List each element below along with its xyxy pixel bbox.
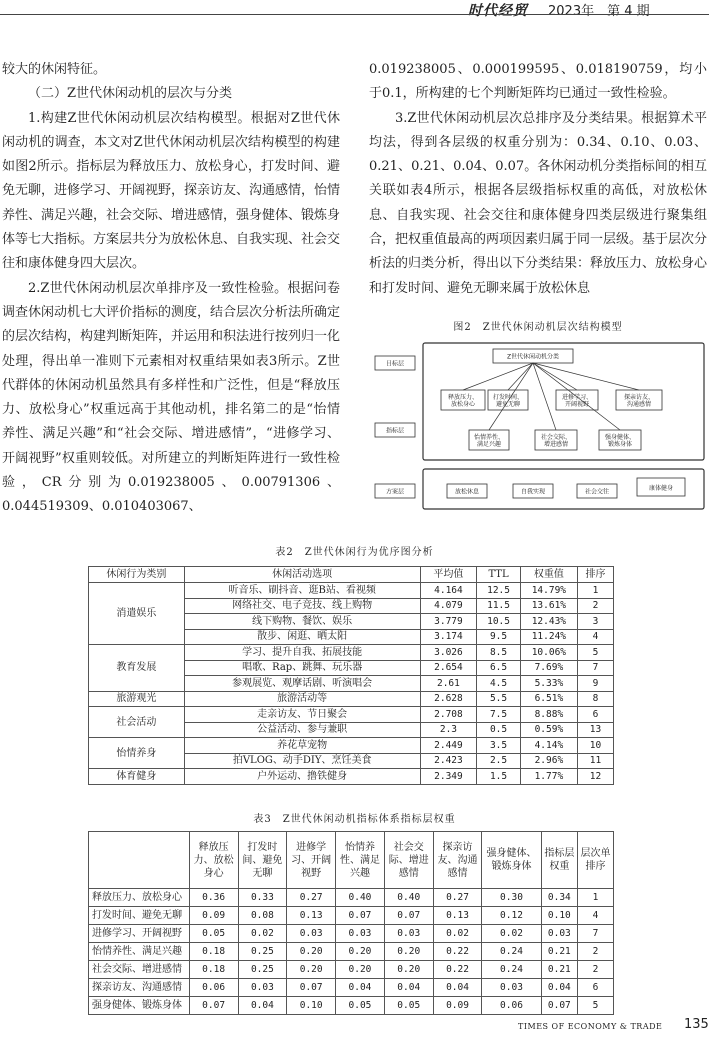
- col-header: 平均值: [420, 567, 477, 583]
- value-cell: 0.03: [287, 925, 336, 943]
- option-2: 自我实现: [520, 488, 546, 496]
- value-cell: 7: [577, 660, 613, 676]
- value-cell: 7.5: [477, 707, 520, 723]
- value-cell: 5: [578, 997, 614, 1015]
- row-label-cell: 打发时间、避免无聊: [89, 907, 190, 925]
- value-cell: 11.5: [477, 598, 520, 614]
- indicator-7-a: 强身健体、: [604, 434, 636, 441]
- category-cell: 教育发展: [89, 645, 185, 692]
- value-cell: 0.04: [433, 979, 482, 997]
- value-cell: 0.07: [336, 907, 385, 925]
- value-cell: 0.59%: [520, 722, 577, 738]
- activity-cell: 旅游活动等: [184, 691, 420, 707]
- value-cell: 13: [577, 722, 613, 738]
- indicator-6-b: 增进感情: [543, 441, 569, 448]
- paragraph: 3.Z世代休闲动机层次总排序及分类结果。根据算术平均法，得到各层级的权重分别为：0.34、0.10、0.03、0.21、0.21、0.04、0.07。各休闲动机分类指标间的相互关联如表4所示，根据各层级指标权重的高低，对放松休息、自我实现、社会交往和康体健身四类层级进行聚集组合，把权重值最高的两项因素归属于同一层级。基于层次分析法的归类分析，得出以下分类结果：释放压力、放松身心和打发时间、避免无聊来属于放松休息: [369, 110, 708, 296]
- section-heading: （二）Z世代休闲动机的层次与分类: [28, 86, 233, 102]
- value-cell: 4: [577, 629, 613, 645]
- col-header: 打发时间、避免无聊: [238, 832, 287, 889]
- value-cell: 0.03: [482, 979, 541, 997]
- value-cell: 2.61: [420, 676, 477, 692]
- value-cell: 0.20: [287, 961, 336, 979]
- row-label-cell: 释放压力、放松身心: [89, 889, 190, 907]
- value-cell: 0.08: [238, 907, 287, 925]
- value-cell: 0.10: [287, 997, 336, 1015]
- activity-cell: 养花草宠物: [184, 738, 420, 754]
- table-row: [89, 889, 614, 907]
- value-cell: 12: [577, 769, 613, 785]
- value-cell: 0.21: [541, 961, 578, 979]
- value-cell: 10.06%: [520, 645, 577, 661]
- value-cell: 0.34: [541, 889, 578, 907]
- value-cell: 4.14%: [520, 738, 577, 754]
- col-header: 社会交际、增进感情: [384, 832, 433, 889]
- value-cell: 0.03: [336, 925, 385, 943]
- activity-cell: 参观展览、观摩话剧、听演唱会: [184, 676, 420, 692]
- value-cell: 0.20: [336, 943, 385, 961]
- value-cell: 0.18: [189, 943, 238, 961]
- table-row: [89, 907, 614, 925]
- value-cell: 0.06: [482, 997, 541, 1015]
- category-cell: 社会活动: [89, 707, 185, 738]
- value-cell: 4.079: [420, 598, 477, 614]
- paragraph: 2.Z世代休闲动机层次单排序及一致性检验。根据问卷调查休闲动机七大评价指标的测度，结合层次分析法所确定的层次结构，构建判断矩阵，并运用和积法进行按列归一化处理，得出单一准则下元素相对权重结果如表3所示。Z世代群体的休闲动机虽然具有多样性和广泛性，但是“释放压力、放松身心”权重远高于其他动机，排名第二的是“怡情养性、满足兴趣”和“社会交际、增进感情”，“进修学习、开阔视野”权重则较低。对所建立的判断矩阵进行一致性检验，CR分别为0.019238005、0.00791306、0.044519309、0.010403067、: [2, 280, 341, 515]
- activity-cell: 听音乐、刷抖音、逛B站、看视频: [184, 583, 420, 599]
- col-header: 休闲活动选项: [184, 567, 420, 583]
- value-cell: 3.779: [420, 614, 477, 630]
- value-cell: 0.07: [189, 997, 238, 1015]
- value-cell: 0.20: [384, 943, 433, 961]
- value-cell: 0.20: [287, 943, 336, 961]
- figure-caption: 图2 Z世代休闲动机层次结构模型: [453, 322, 623, 333]
- level-label-option: 方案层: [385, 488, 405, 496]
- option-1: 放松休息: [454, 488, 480, 496]
- value-cell: 0.05: [189, 925, 238, 943]
- value-cell: 2.708: [420, 707, 477, 723]
- value-cell: 0.06: [189, 979, 238, 997]
- value-cell: 0.09: [433, 997, 482, 1015]
- value-cell: 2: [578, 961, 614, 979]
- value-cell: 1: [577, 583, 613, 599]
- value-cell: 8.5: [477, 645, 520, 661]
- indicator-7-b: 锻炼身体: [607, 441, 633, 448]
- value-cell: 3.174: [420, 629, 477, 645]
- table3-body: [89, 889, 614, 1015]
- activity-cell: 线下购物、餐饮、娱乐: [184, 614, 420, 630]
- table-row: [89, 583, 614, 599]
- category-cell: 消遣娱乐: [89, 583, 185, 645]
- col-header: 层次单排序: [578, 832, 614, 889]
- value-cell: 4: [578, 907, 614, 925]
- value-cell: 3: [577, 614, 613, 630]
- value-cell: 0.22: [433, 943, 482, 961]
- value-cell: 0.40: [384, 889, 433, 907]
- value-cell: 11.24%: [520, 629, 577, 645]
- category-cell: 旅游观光: [89, 691, 185, 707]
- col-header: 探亲访友、沟通感情: [433, 832, 482, 889]
- activity-cell: 走亲访友、节日聚会: [184, 707, 420, 723]
- goal-label: Z世代休闲动机分类: [506, 353, 560, 361]
- table-row: [89, 645, 614, 661]
- table-row: [89, 707, 614, 723]
- footer-journal-title: TIMES OF ECONOMY & TRADE: [518, 1022, 663, 1031]
- value-cell: 2.96%: [520, 753, 577, 769]
- activity-cell: 唱歌、Rap、跳舞、玩乐器: [184, 660, 420, 676]
- col-header: 进修学习、开阔视野: [287, 832, 336, 889]
- level-label-goal: 目标层: [385, 360, 405, 368]
- value-cell: 0.40: [336, 889, 385, 907]
- value-cell: 10: [577, 738, 613, 754]
- page-number: 135: [684, 1017, 709, 1032]
- row-label-cell: 社会交际、增进感情: [89, 961, 190, 979]
- value-cell: 0.20: [384, 961, 433, 979]
- value-cell: 0.20: [336, 961, 385, 979]
- table-header-row: [89, 567, 614, 583]
- left-column: [2, 58, 340, 520]
- value-cell: 2.3: [420, 722, 477, 738]
- indicator-1-b: 放松身心: [450, 401, 476, 408]
- value-cell: 5.5: [477, 691, 520, 707]
- value-cell: 7: [578, 925, 614, 943]
- value-cell: 0.12: [482, 907, 541, 925]
- hierarchy-diagram: [369, 340, 707, 512]
- value-cell: 3.5: [477, 738, 520, 754]
- value-cell: 0.05: [384, 997, 433, 1015]
- activity-cell: 户外运动、撸铁健身: [184, 769, 420, 785]
- value-cell: 13.61%: [520, 598, 577, 614]
- value-cell: 0.03: [238, 979, 287, 997]
- table-row: [89, 961, 614, 979]
- value-cell: 2: [578, 943, 614, 961]
- indicator-5-a: 怡情养性、: [473, 434, 505, 441]
- value-cell: 0.02: [433, 925, 482, 943]
- level-label-indicator: 指标层: [385, 427, 405, 435]
- value-cell: 8.88%: [520, 707, 577, 723]
- value-cell: 2.449: [420, 738, 477, 754]
- value-cell: 8: [577, 691, 613, 707]
- value-cell: 0.09: [189, 907, 238, 925]
- value-cell: 0.03: [541, 925, 578, 943]
- value-cell: 0.05: [336, 997, 385, 1015]
- value-cell: 0.27: [287, 889, 336, 907]
- value-cell: 2: [577, 598, 613, 614]
- col-header: [89, 832, 190, 889]
- value-cell: 0.24: [482, 961, 541, 979]
- value-cell: 6.51%: [520, 691, 577, 707]
- table-header-row: [89, 832, 614, 889]
- issue-label: 2023年 第 4 期: [548, 4, 650, 19]
- table-row: [89, 691, 614, 707]
- value-cell: 0.07: [541, 997, 578, 1015]
- connectors: [463, 363, 639, 430]
- value-cell: 0.07: [287, 979, 336, 997]
- value-cell: 9: [577, 676, 613, 692]
- value-cell: 1.77%: [520, 769, 577, 785]
- value-cell: 0.5: [477, 722, 520, 738]
- activity-cell: 散步、闲逛、晒太阳: [184, 629, 420, 645]
- table2-body: [89, 583, 614, 785]
- table-row: [89, 979, 614, 997]
- value-cell: 0.02: [482, 925, 541, 943]
- header-rule: [0, 14, 709, 15]
- paragraph: 1.构建Z世代休闲动机层次结构模型。根据对Z世代休闲动机的调查，本文对Z世代休闲动机层次结构模型的构建如图2所示。指标层为释放压力、放松身心，打发时间、避免无聊，进修学习、开阔视野，探亲访友、沟通感情，怡情养性、满足兴趣，社会交际、增进感情，强身健体、锻炼身体等七大指标。方案层共分为放松休息、自我实现、社会交往和康体健身四大层次。: [2, 110, 341, 272]
- col-header: 怡情养性、满足兴趣: [336, 832, 385, 889]
- indicator-1-a: 释放压力、: [447, 394, 479, 401]
- indicator-4-a: 探亲访友、: [623, 394, 655, 401]
- value-cell: 2.654: [420, 660, 477, 676]
- option-4: 康体健身: [648, 485, 674, 492]
- table2-caption: 表2 Z世代休闲行为优序图分析: [275, 547, 434, 558]
- row-label-cell: 探亲访友、沟通感情: [89, 979, 190, 997]
- col-header: 释放压力、放松身心: [189, 832, 238, 889]
- indicator-4-b: 沟通感情: [626, 401, 652, 408]
- indicator-3-b: 开阔视野: [564, 401, 590, 408]
- value-cell: 2.349: [420, 769, 477, 785]
- value-cell: 0.25: [238, 943, 287, 961]
- indicator-3-a: 进修学习、: [561, 394, 593, 401]
- col-header: 强身健体、锻炼身体: [482, 832, 541, 889]
- indicator-2-a: 打发时间、: [492, 394, 524, 401]
- col-header: 权重值: [520, 567, 577, 583]
- row-label-cell: 怡情养性、满足兴趣: [89, 943, 190, 961]
- table-row: [89, 925, 614, 943]
- value-cell: 9.5: [477, 629, 520, 645]
- table-row: [89, 769, 614, 785]
- value-cell: 12.43%: [520, 614, 577, 630]
- value-cell: 5.33%: [520, 676, 577, 692]
- value-cell: 12.5: [477, 583, 520, 599]
- value-cell: 4.5: [477, 676, 520, 692]
- value-cell: 2.628: [420, 691, 477, 707]
- value-cell: 1: [578, 889, 614, 907]
- col-header: 指标层权重: [541, 832, 578, 889]
- col-header: 休闲行为类别: [89, 567, 185, 583]
- row-label-cell: 强身健体、锻炼身体: [89, 997, 190, 1015]
- col-header: 排序: [577, 567, 613, 583]
- running-header: [0, 0, 709, 19]
- value-cell: 0.18: [189, 961, 238, 979]
- value-cell: 0.02: [238, 925, 287, 943]
- right-column: [369, 58, 707, 301]
- col-header: TTL: [477, 567, 520, 583]
- value-cell: 2.5: [477, 753, 520, 769]
- value-cell: 0.04: [384, 979, 433, 997]
- value-cell: 10.5: [477, 614, 520, 630]
- value-cell: 0.27: [433, 889, 482, 907]
- category-cell: 体育健身: [89, 769, 185, 785]
- value-cell: 0.04: [336, 979, 385, 997]
- value-cell: 4.164: [420, 583, 477, 599]
- value-cell: 0.10: [541, 907, 578, 925]
- paragraph: 较大的休闲特征。: [2, 62, 107, 77]
- value-cell: 11: [577, 753, 613, 769]
- value-cell: 14.79%: [520, 583, 577, 599]
- category-cell: 怡情养身: [89, 738, 185, 769]
- value-cell: 0.22: [433, 961, 482, 979]
- value-cell: 0.04: [238, 997, 287, 1015]
- table-row: [89, 997, 614, 1015]
- value-cell: 0.36: [189, 889, 238, 907]
- value-cell: 0.21: [541, 943, 578, 961]
- value-cell: 3.026: [420, 645, 477, 661]
- value-cell: 7.69%: [520, 660, 577, 676]
- table-row: [89, 738, 614, 754]
- indicator-6-a: 社会交际、: [540, 434, 572, 441]
- value-cell: 1.5: [477, 769, 520, 785]
- activity-cell: 公益活动、参与兼职: [184, 722, 420, 738]
- value-cell: 0.13: [287, 907, 336, 925]
- table-row: [89, 943, 614, 961]
- value-cell: 6.5: [477, 660, 520, 676]
- value-cell: 0.24: [482, 943, 541, 961]
- value-cell: 2.423: [420, 753, 477, 769]
- value-cell: 0.03: [384, 925, 433, 943]
- indicator-2-b: 避免无聊: [495, 401, 521, 408]
- table3-caption: 表3 Z世代休闲动机指标体系指标层权重: [253, 814, 456, 825]
- activity-cell: 拍VLOG、动手DIY、烹饪美食: [184, 753, 420, 769]
- value-cell: 5: [577, 645, 613, 661]
- value-cell: 0.04: [541, 979, 578, 997]
- row-label-cell: 进修学习、开阔视野: [89, 925, 190, 943]
- paragraph: 0.019238005、0.000199595、0.018190759，均小于0.1，所构建的七个判断矩阵均已通过一致性检验。: [369, 62, 707, 102]
- table3: [88, 831, 614, 1015]
- value-cell: 0.30: [482, 889, 541, 907]
- value-cell: 0.07: [384, 907, 433, 925]
- value-cell: 6: [577, 707, 613, 723]
- value-cell: 0.25: [238, 961, 287, 979]
- value-cell: 6: [578, 979, 614, 997]
- table2: [88, 566, 614, 785]
- activity-cell: 学习、提升自我、拓展技能: [184, 645, 420, 661]
- option-3: 社会交往: [584, 488, 610, 496]
- value-cell: 0.33: [238, 889, 287, 907]
- value-cell: 0.13: [433, 907, 482, 925]
- activity-cell: 网络社交、电子竞技、线上购物: [184, 598, 420, 614]
- indicator-5-b: 满足兴趣: [476, 441, 502, 448]
- magazine-name: 时代经贸: [468, 3, 528, 19]
